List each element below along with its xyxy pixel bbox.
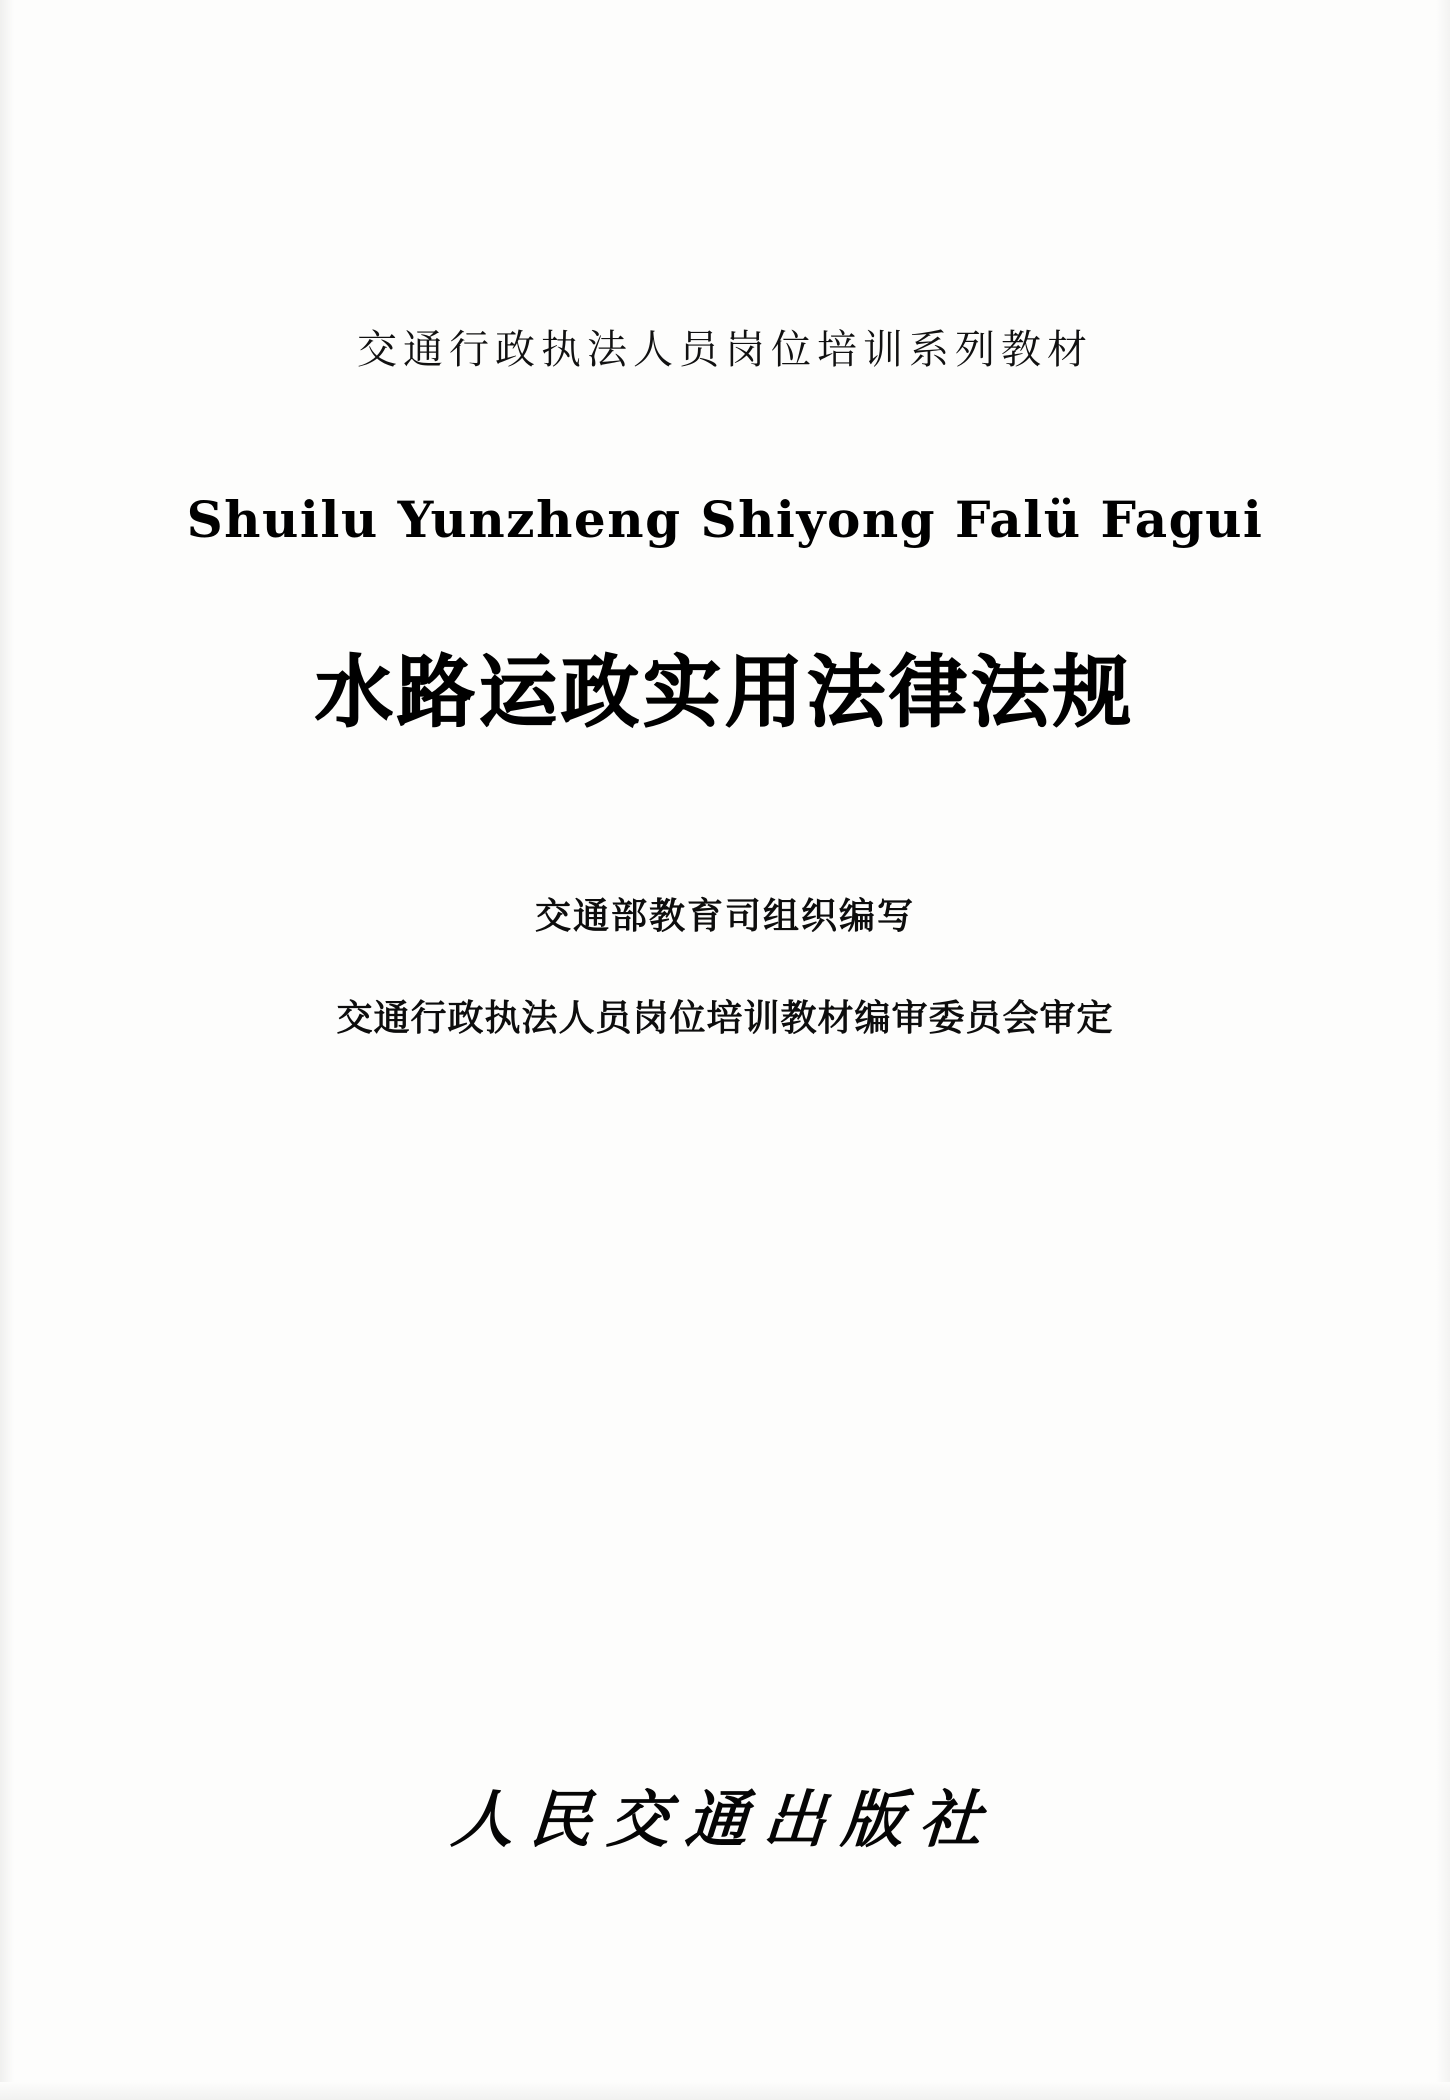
series-line: 交通行政执法人员岗位培训系列教材 <box>357 327 1093 373</box>
publisher-name: 人民交通出版社 <box>449 1783 1001 1856</box>
credit-line-organizer: 交通部教育司组织编写 <box>534 896 915 937</box>
credit-line-review-committee: 交通行政执法人员岗位培训教材编审委员会审定 <box>336 998 1114 1039</box>
scan-edge-bottom <box>0 2082 1450 2100</box>
page-title: 水路运政实用法律法规 <box>314 648 1135 738</box>
pinyin-title: Shuilu Yunzheng Shiyong Falü Fagui <box>186 490 1264 549</box>
